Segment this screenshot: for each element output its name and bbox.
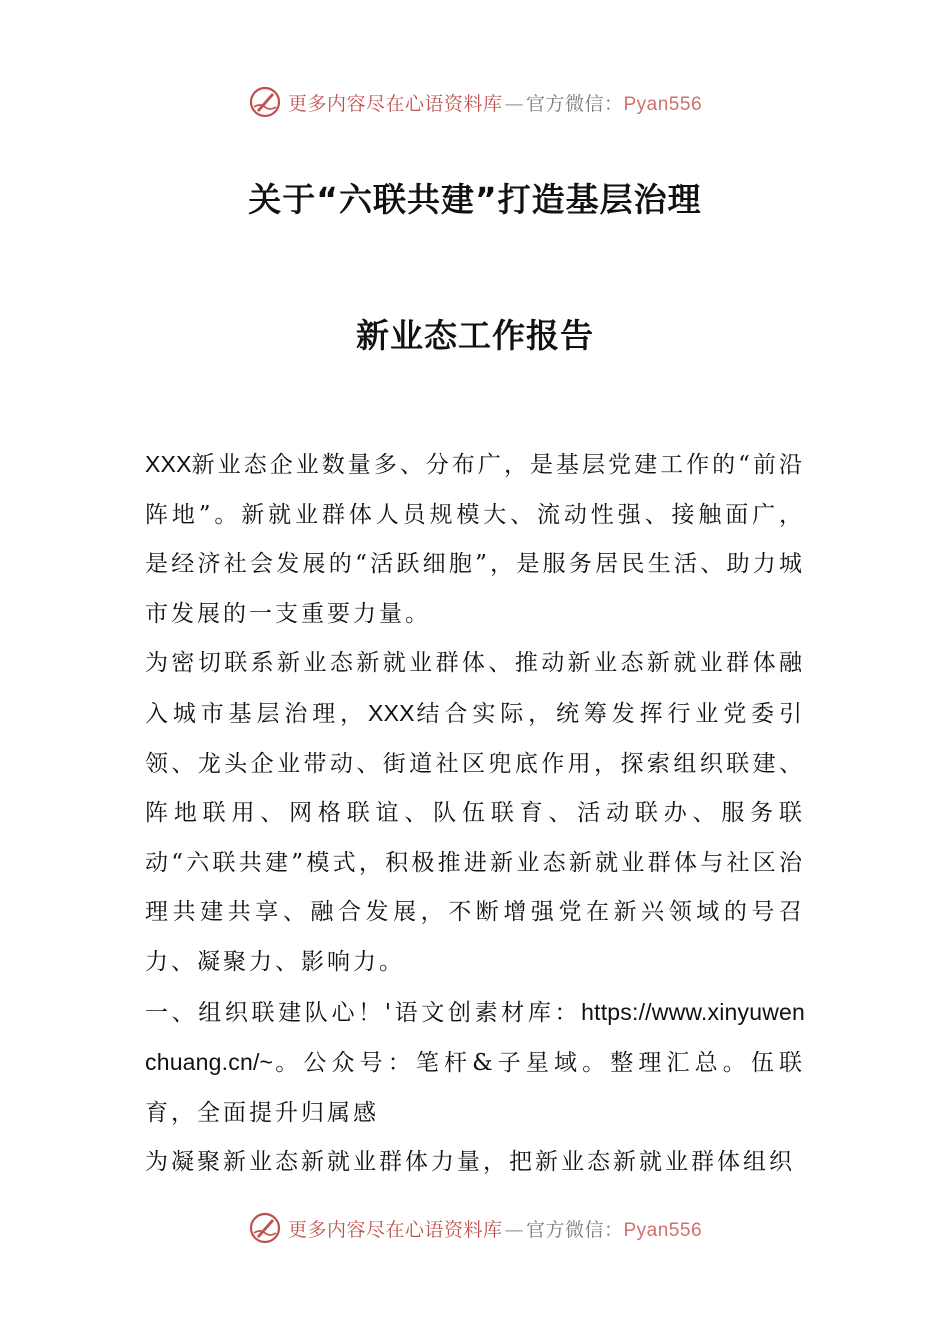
footer-banner bbox=[0, 1208, 950, 1248]
paragraph-4 bbox=[145, 1138, 805, 1188]
banner-separator: — bbox=[504, 1218, 524, 1241]
paragraph-2-text-a: 为密切联系新业态新就业群体、推动新业态新就业群体融入城市基层治理， bbox=[145, 650, 805, 727]
banner-site-name: 更多内容尽在心语资料库 bbox=[287, 1218, 503, 1241]
paragraph-4-text: 为凝聚新业态新就业群体力量，把新业态新就业群体组织 bbox=[145, 1149, 795, 1176]
paragraph-3-url: https://www.xinyuwenchuang.cn/~ bbox=[145, 998, 805, 1076]
banner-separator: — bbox=[504, 92, 524, 115]
banner-text bbox=[288, 89, 702, 116]
paragraph-1-prefix: XXX bbox=[145, 451, 192, 477]
paragraph-1 bbox=[145, 440, 805, 639]
paragraph-3-text-a: 一、组织联建队心！'语文创素材库： bbox=[145, 999, 582, 1026]
paragraph-3-text-b: 。公众号：笔杆&子星域。整理汇总。伍联育，全面提升归属感 bbox=[145, 1050, 805, 1126]
banner-wechat-label: 官方微信： bbox=[525, 1218, 624, 1241]
paragraph-3 bbox=[145, 988, 805, 1139]
paragraph-1-text: 新业态企业数量多、分布广，是基层党建工作的“前沿阵地”。新就业群体人员规模大、流动性强、接触面广，是经济社会发展的“活跃细胞”，是服务居民生活、助力城市发展的一支重要力量。 bbox=[145, 452, 805, 627]
header-banner bbox=[0, 82, 950, 122]
document-title-line-2: 新业态工作报告 bbox=[356, 316, 594, 355]
banner-site-name: 更多内容尽在心语资料库 bbox=[287, 92, 503, 115]
document-title-line-1: 关于“六联共建”打造基层治理 bbox=[248, 180, 702, 219]
quill-logo-icon bbox=[248, 85, 282, 119]
paragraph-2-code: XXX bbox=[368, 699, 415, 726]
paragraph-2 bbox=[145, 639, 805, 987]
banner-wechat-label: 官方微信： bbox=[525, 92, 624, 115]
banner-text bbox=[288, 1215, 702, 1242]
banner-wechat-handle: Pyan556 bbox=[623, 93, 703, 115]
banner-wechat-handle: Pyan556 bbox=[623, 1219, 703, 1241]
quill-logo-icon bbox=[248, 1211, 282, 1245]
paragraph-2-text-b: 结合实际，统筹发挥行业党委引领、龙头企业带动、街道社区兜底作用，探索组织联建、阵地联用、网格联谊、队伍联育、活动联办、服务联动“六联共建”模式，积极推进新业态新就业群体与社区治理共建共享、融合发展，不断增强党在新兴领域的号召力、凝聚力、影响力。 bbox=[145, 700, 806, 975]
document-body bbox=[145, 440, 805, 1188]
